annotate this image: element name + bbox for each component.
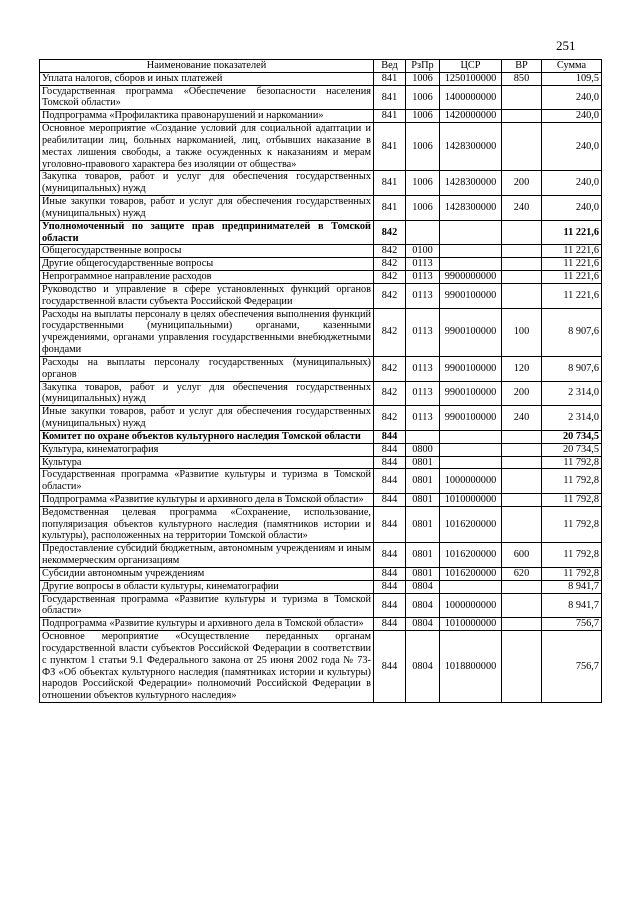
cell-vr	[502, 443, 542, 456]
cell-vr	[502, 618, 542, 631]
cell-ved: 842	[374, 381, 406, 406]
cell-vr	[502, 631, 542, 703]
header-ved: Вед	[374, 60, 406, 73]
cell-vr	[502, 245, 542, 258]
cell-name: Подпрограмма «Профилактика правонарушений и наркомании»	[40, 110, 374, 123]
table-row	[40, 308, 602, 356]
cell-sum: 11 221,6	[542, 271, 602, 284]
cell-ved: 842	[374, 406, 406, 431]
cell-rzpr: 0113	[406, 356, 440, 381]
cell-ved: 844	[374, 631, 406, 703]
table-row	[40, 593, 602, 618]
cell-name: Основное мероприятие «Создание условий для социальной адаптации и реабилитации лиц, больных наркоманией, лиц, отбывших наказание в местах лишения свободы, а также осужденных к наказаниям и мерам уголовно-правового характера без изоляции от общества»	[40, 123, 374, 171]
cell-vr: 620	[502, 567, 542, 580]
cell-rzpr: 0801	[406, 493, 440, 506]
cell-csr: 9900100000	[440, 308, 502, 356]
cell-vr: 240	[502, 196, 542, 221]
cell-ved: 841	[374, 110, 406, 123]
cell-vr: 200	[502, 381, 542, 406]
cell-ved: 844	[374, 469, 406, 494]
table-row	[40, 171, 602, 196]
cell-rzpr: 0801	[406, 506, 440, 542]
cell-sum: 11 792,8	[542, 506, 602, 542]
cell-rzpr: 0113	[406, 258, 440, 271]
table-row	[40, 469, 602, 494]
cell-sum: 240,0	[542, 171, 602, 196]
cell-ved: 844	[374, 443, 406, 456]
cell-name: Иные закупки товаров, работ и услуг для обеспечения государственных (муниципальных) нужд	[40, 196, 374, 221]
cell-sum: 11 792,8	[542, 567, 602, 580]
cell-sum: 240,0	[542, 123, 602, 171]
cell-csr: 1428300000	[440, 196, 502, 221]
cell-ved: 842	[374, 356, 406, 381]
cell-rzpr: 1006	[406, 123, 440, 171]
cell-sum: 240,0	[542, 110, 602, 123]
cell-csr	[440, 245, 502, 258]
cell-rzpr: 1006	[406, 110, 440, 123]
cell-sum: 20 734,5	[542, 443, 602, 456]
table-row	[40, 196, 602, 221]
table-row	[40, 567, 602, 580]
cell-csr: 1420000000	[440, 110, 502, 123]
cell-rzpr: 1006	[406, 171, 440, 196]
table-row	[40, 618, 602, 631]
cell-csr	[440, 430, 502, 443]
cell-rzpr: 0804	[406, 631, 440, 703]
cell-ved: 842	[374, 245, 406, 258]
cell-csr: 9900100000	[440, 406, 502, 431]
cell-vr	[502, 123, 542, 171]
cell-ved: 841	[374, 171, 406, 196]
header-rzpr: РзПр	[406, 60, 440, 73]
cell-vr	[502, 469, 542, 494]
cell-csr: 1000000000	[440, 593, 502, 618]
cell-csr	[440, 220, 502, 245]
cell-name: Иные закупки товаров, работ и услуг для обеспечения государственных (муниципальных) нужд	[40, 406, 374, 431]
cell-rzpr: 1006	[406, 72, 440, 85]
cell-name: Государственная программа «Развитие культуры и туризма в Томской области»	[40, 593, 374, 618]
cell-name: Культура	[40, 456, 374, 469]
cell-ved: 842	[374, 220, 406, 245]
cell-rzpr: 0113	[406, 271, 440, 284]
header-csr: ЦСР	[440, 60, 502, 73]
cell-csr: 1016200000	[440, 506, 502, 542]
cell-sum: 240,0	[542, 196, 602, 221]
cell-rzpr: 0113	[406, 308, 440, 356]
cell-sum: 11 792,8	[542, 456, 602, 469]
cell-csr	[440, 456, 502, 469]
cell-sum: 20 734,5	[542, 430, 602, 443]
cell-vr	[502, 283, 542, 308]
cell-vr	[502, 580, 542, 593]
table-row	[40, 430, 602, 443]
cell-ved: 844	[374, 456, 406, 469]
cell-sum: 756,7	[542, 631, 602, 703]
cell-ved: 842	[374, 308, 406, 356]
cell-csr: 9900100000	[440, 356, 502, 381]
cell-vr: 240	[502, 406, 542, 431]
cell-vr	[502, 258, 542, 271]
cell-vr: 850	[502, 72, 542, 85]
table-row	[40, 220, 602, 245]
cell-csr: 9900100000	[440, 283, 502, 308]
cell-rzpr: 0801	[406, 469, 440, 494]
cell-ved: 844	[374, 430, 406, 443]
cell-csr: 1400000000	[440, 85, 502, 110]
cell-csr: 1428300000	[440, 123, 502, 171]
cell-vr	[502, 593, 542, 618]
cell-sum: 11 792,8	[542, 543, 602, 568]
table-row	[40, 245, 602, 258]
cell-csr: 9900000000	[440, 271, 502, 284]
table-row	[40, 506, 602, 542]
cell-rzpr: 1006	[406, 85, 440, 110]
cell-sum: 8 941,7	[542, 580, 602, 593]
cell-ved: 844	[374, 506, 406, 542]
cell-sum: 11 221,6	[542, 283, 602, 308]
cell-sum: 11 221,6	[542, 258, 602, 271]
table-row	[40, 110, 602, 123]
table-row	[40, 443, 602, 456]
table-header-row	[40, 60, 602, 73]
header-sum: Сумма	[542, 60, 602, 73]
cell-vr: 100	[502, 308, 542, 356]
cell-name: Общегосударственные вопросы	[40, 245, 374, 258]
cell-name: Уполномоченный по защите прав предпринимателей в Томской области	[40, 220, 374, 245]
cell-rzpr: 0804	[406, 618, 440, 631]
cell-rzpr: 0801	[406, 543, 440, 568]
cell-ved: 841	[374, 85, 406, 110]
cell-vr	[502, 456, 542, 469]
cell-name: Субсидии автономным учреждениям	[40, 567, 374, 580]
cell-vr	[502, 506, 542, 542]
cell-sum: 240,0	[542, 85, 602, 110]
cell-ved: 842	[374, 258, 406, 271]
table-row	[40, 493, 602, 506]
cell-name: Подпрограмма «Развитие культуры и архивного дела в Томской области»	[40, 493, 374, 506]
cell-ved: 844	[374, 543, 406, 568]
cell-vr: 200	[502, 171, 542, 196]
cell-name: Ведомственная целевая программа «Сохранение, использование, популяризация объектов культурного наследия (памятников истории и культуры), расположенных на территории Томской области»	[40, 506, 374, 542]
cell-name: Подпрограмма «Развитие культуры и архивного дела в Томской области»	[40, 618, 374, 631]
cell-ved: 844	[374, 567, 406, 580]
cell-rzpr: 0801	[406, 456, 440, 469]
cell-sum: 11 221,6	[542, 220, 602, 245]
cell-vr	[502, 271, 542, 284]
table-row	[40, 631, 602, 703]
cell-csr: 1018800000	[440, 631, 502, 703]
cell-ved: 841	[374, 72, 406, 85]
cell-rzpr: 0800	[406, 443, 440, 456]
cell-rzpr: 0801	[406, 567, 440, 580]
cell-sum: 109,5	[542, 72, 602, 85]
table-row	[40, 381, 602, 406]
cell-vr: 600	[502, 543, 542, 568]
cell-csr: 1250100000	[440, 72, 502, 85]
cell-name: Государственная программа «Обеспечение безопасности населения Томской области»	[40, 85, 374, 110]
cell-name: Основное мероприятие «Осуществление переданных органам государственной власти субъектов Российской Федерации в соответствии с пунктом 1 статьи 9.1 Федерального закона от 25 июня 2002 года № 73-ФЗ «Об объектах культурного наследия (памятниках истории и культуры) народов Российской Федерации» полномочий Российской Федерации в отношении объектов культурного наследия»	[40, 631, 374, 703]
table-row	[40, 456, 602, 469]
table-row	[40, 356, 602, 381]
cell-rzpr	[406, 220, 440, 245]
cell-vr	[502, 220, 542, 245]
cell-name: Закупка товаров, работ и услуг для обеспечения государственных (муниципальных) нужд	[40, 171, 374, 196]
cell-rzpr: 0804	[406, 593, 440, 618]
cell-rzpr: 0113	[406, 406, 440, 431]
cell-vr	[502, 493, 542, 506]
table-row	[40, 283, 602, 308]
cell-name: Другие общегосударственные вопросы	[40, 258, 374, 271]
cell-name: Непрограммное направление расходов	[40, 271, 374, 284]
cell-csr: 1016200000	[440, 543, 502, 568]
cell-rzpr	[406, 430, 440, 443]
cell-name: Предоставление субсидий бюджетным, автономным учреждениям и иным некоммерческим организациям	[40, 543, 374, 568]
cell-rzpr: 0113	[406, 283, 440, 308]
cell-name: Расходы на выплаты персоналу государственных (муниципальных) органов	[40, 356, 374, 381]
header-vr: ВР	[502, 60, 542, 73]
cell-sum: 2 314,0	[542, 381, 602, 406]
table-row	[40, 123, 602, 171]
cell-sum: 2 314,0	[542, 406, 602, 431]
cell-name: Другие вопросы в области культуры, кинематографии	[40, 580, 374, 593]
cell-csr: 1010000000	[440, 493, 502, 506]
cell-ved: 842	[374, 283, 406, 308]
table-row	[40, 580, 602, 593]
table-row	[40, 271, 602, 284]
header-name: Наименование показателей	[40, 60, 374, 73]
table-row	[40, 543, 602, 568]
cell-ved: 844	[374, 580, 406, 593]
cell-csr: 9900100000	[440, 381, 502, 406]
cell-vr	[502, 430, 542, 443]
cell-csr	[440, 580, 502, 593]
cell-vr	[502, 85, 542, 110]
cell-name: Комитет по охране объектов культурного наследия Томской области	[40, 430, 374, 443]
cell-rzpr: 0113	[406, 381, 440, 406]
cell-sum: 11 221,6	[542, 245, 602, 258]
cell-csr: 1000000000	[440, 469, 502, 494]
cell-ved: 844	[374, 593, 406, 618]
cell-sum: 8 941,7	[542, 593, 602, 618]
cell-sum: 756,7	[542, 618, 602, 631]
cell-vr	[502, 110, 542, 123]
cell-rzpr: 0100	[406, 245, 440, 258]
cell-rzpr: 0804	[406, 580, 440, 593]
page-number: 251	[556, 38, 576, 53]
budget-table	[39, 59, 602, 703]
cell-ved: 844	[374, 493, 406, 506]
table-row	[40, 72, 602, 85]
cell-name: Расходы на выплаты персоналу в целях обеспечения выполнения функций государственными (муниципальными) органами, казенными учреждениями, органами управления государственными внебюджетными фондами	[40, 308, 374, 356]
cell-ved: 841	[374, 196, 406, 221]
cell-ved: 841	[374, 123, 406, 171]
cell-csr: 1016200000	[440, 567, 502, 580]
cell-ved: 844	[374, 618, 406, 631]
cell-sum: 11 792,8	[542, 469, 602, 494]
cell-ved: 842	[374, 271, 406, 284]
cell-name: Руководство и управление в сфере установленных функций органов государственной власти субъекта Российской Федерации	[40, 283, 374, 308]
cell-name: Закупка товаров, работ и услуг для обеспечения государственных (муниципальных) нужд	[40, 381, 374, 406]
cell-sum: 8 907,6	[542, 308, 602, 356]
cell-csr	[440, 258, 502, 271]
cell-name: Уплата налогов, сборов и иных платежей	[40, 72, 374, 85]
cell-vr: 120	[502, 356, 542, 381]
table-row	[40, 258, 602, 271]
cell-name: Культура, кинематография	[40, 443, 374, 456]
cell-csr: 1428300000	[440, 171, 502, 196]
cell-csr: 1010000000	[440, 618, 502, 631]
cell-name: Государственная программа «Развитие культуры и туризма в Томской области»	[40, 469, 374, 494]
cell-csr	[440, 443, 502, 456]
cell-sum: 11 792,8	[542, 493, 602, 506]
cell-sum: 8 907,6	[542, 356, 602, 381]
cell-rzpr: 1006	[406, 196, 440, 221]
table-row	[40, 406, 602, 431]
table-row	[40, 85, 602, 110]
